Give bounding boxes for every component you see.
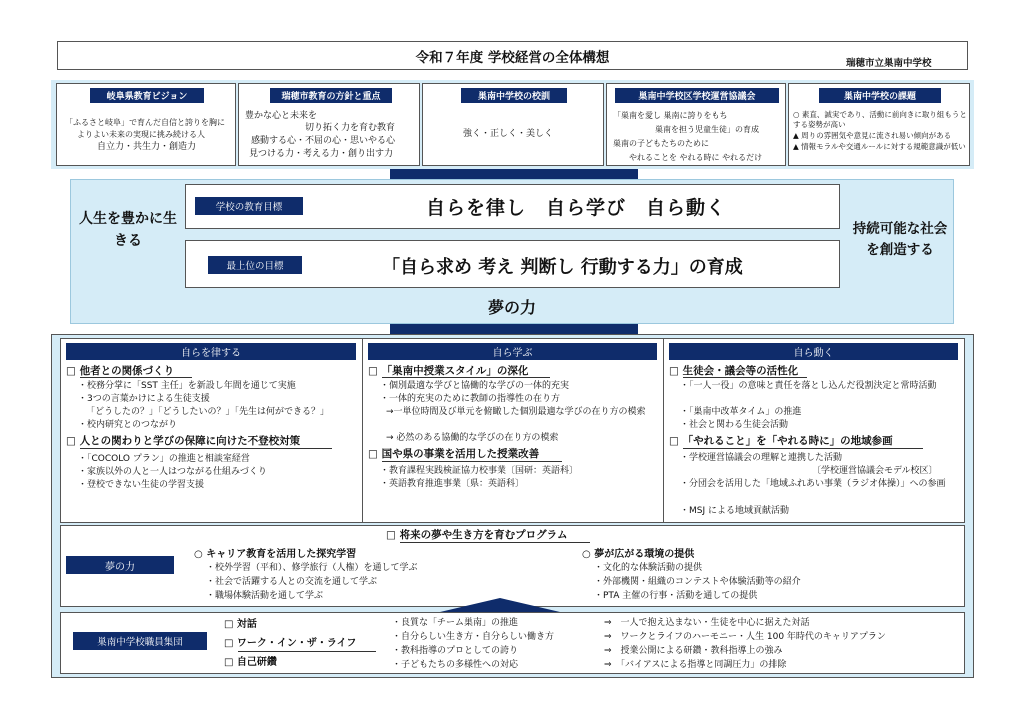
top-box-line: 巣南の子どもたちのために bbox=[613, 139, 709, 148]
top-box-line: 豊かな心と未来を bbox=[245, 111, 318, 121]
top-goal-box bbox=[185, 240, 840, 288]
top-box-line: 「ふるさと岐阜」で育んだ自信と誇りを胸に bbox=[65, 118, 225, 127]
up-arrow-icon bbox=[440, 598, 560, 612]
program-left-title: ○ キャリア教育を活用した探究学習 bbox=[194, 549, 357, 560]
page-title: 令和７年度 学校経営の全体構想 bbox=[415, 49, 610, 66]
top-box-line: ▲ 周りの雰囲気や意見に流され易い傾向がある bbox=[793, 131, 952, 140]
list-item: ・外部機関・組織のコンテストや体験活動等の紹介 bbox=[594, 577, 801, 587]
list-item: ・社会で活躍する人との交流を通して学ぶ bbox=[206, 577, 378, 587]
staff-mid-item: ・良質な「チーム巣南」の推進 bbox=[392, 618, 519, 628]
top-box-vision bbox=[56, 83, 236, 166]
staff-item: □ ワーク・イン・ザ・ライフ bbox=[224, 638, 357, 649]
connector-bar bbox=[390, 324, 638, 334]
top-box-line: 強く・正しく・美しく bbox=[463, 129, 554, 139]
list-item: ・英語教育推進事業〔県：英語科〕 bbox=[380, 479, 525, 489]
heading-underline bbox=[683, 448, 923, 449]
staff-item: □ 対話 bbox=[224, 619, 257, 630]
column-title: 自ら学ぶ bbox=[368, 343, 657, 360]
column-title: 自ら動く bbox=[669, 343, 958, 360]
section-heading: □ 人との関わりと学びの保障に向けた不登校対策 bbox=[66, 435, 301, 447]
top-box-line: 切り拓く力を育む教育 bbox=[305, 123, 396, 133]
staff-item: □ 自己研鑽 bbox=[224, 657, 277, 668]
dream-power: 夢の力 bbox=[487, 297, 536, 317]
section-heading: □ 「やれること」を「やれる時に」の地域参画 bbox=[669, 435, 893, 447]
list-item: ・PTA 主催の行事・活動を通しての提供 bbox=[594, 591, 758, 601]
column-divider bbox=[663, 338, 664, 523]
list-item: ・校外学習（平和）、修学旅行（人権）を通して学ぶ bbox=[206, 563, 418, 573]
staff-right-item: ⇒ 「バイアスによる指導と同調圧力」の排除 bbox=[604, 660, 787, 670]
staff-label: 巣南中学校職員集団 bbox=[73, 632, 207, 650]
section-heading: □ 国や県の事業を活用した授業改善 bbox=[368, 448, 540, 460]
top-box-line: 自立力・共生力・創造力 bbox=[97, 142, 197, 152]
school-name: 瑞穂市立巣南中学校 bbox=[846, 58, 932, 69]
list-item: ・一体的充実のために教師の指導性の在り方 bbox=[380, 394, 561, 404]
top-box-title: 巣南中学校の課題 bbox=[819, 88, 941, 103]
list-item: ・分団会を活用した「地域ふれあい事業（ラジオ体操）」への参画 bbox=[680, 479, 946, 489]
list-item: ・「一人一役」の意味と責任を落とし込んだ役割決定と常時活動 bbox=[680, 381, 937, 391]
list-item: ・職場体験活動を通して学ぶ bbox=[206, 591, 324, 601]
top-box-council bbox=[606, 83, 786, 166]
list-item: ・校内研究とのつながり bbox=[78, 420, 178, 430]
heading-underline bbox=[683, 377, 807, 378]
staff-right-item: ⇒ 授業公開による研鑽・教科指導上の強み bbox=[604, 646, 783, 656]
top-box-line: やれることを やれる時に やれるだけ bbox=[629, 153, 763, 162]
top-box-line: よりよい未来の実現に挑み続ける人 bbox=[77, 130, 205, 139]
top-box-line: 巣南を担う児童生徒」の育成 bbox=[655, 125, 759, 134]
heading-underline bbox=[238, 651, 376, 652]
heading-underline bbox=[382, 461, 562, 462]
connector-bar bbox=[390, 169, 638, 179]
top-box-issues bbox=[788, 83, 970, 166]
top-box-title: 巣南中学校の校訓 bbox=[461, 88, 567, 103]
list-item: 〔学校運営協議会モデル校区〕 bbox=[812, 466, 938, 476]
list-item: → 必然のある協働的な学びの在り方の模索 bbox=[386, 433, 559, 443]
list-item: ・文化的な体験活動の提供 bbox=[594, 563, 703, 573]
staff-right-item: ⇒ ワークとライフのハーモニー・人生 100 年時代のキャリアプラン bbox=[604, 632, 886, 642]
top-goal-label: 最上位の目標 bbox=[208, 256, 302, 274]
list-item: ・「COCOLO プラン」の推進と相談室経営 bbox=[78, 454, 250, 464]
top-box-policy bbox=[238, 83, 420, 166]
top-box-title: 岐阜県教育ビジョン bbox=[90, 88, 204, 103]
column-divider bbox=[362, 338, 363, 523]
program-heading: □ 将来の夢や生き方を育むプログラム bbox=[386, 529, 568, 541]
top-box-line: ▲ 情報モラルや交通ルールに対する規範意識が低い bbox=[793, 142, 966, 151]
list-item: ・社会と関わる生徒会活動 bbox=[680, 420, 789, 430]
list-item: ・教育課程実践検証協力校事業〔国研：英語科〕 bbox=[380, 466, 579, 476]
program-right-title: ○ 夢が広がる環境の提供 bbox=[582, 549, 695, 560]
top-goal-text: 「自ら求め 考え 判断し 行動する力」の育成 bbox=[382, 257, 743, 278]
list-item: ・登校できない生徒の学習支援 bbox=[78, 480, 205, 490]
section-heading: □ 生徒会・議会等の活性化 bbox=[669, 365, 799, 377]
list-item: ・学校運営協議会の理解と連携した活動 bbox=[680, 453, 843, 463]
top-box-line: 「巣南を愛し 巣南に誇りをもち bbox=[613, 111, 728, 120]
heading-underline bbox=[80, 377, 192, 378]
staff-mid-item: ・教科指導のプロとしての誇り bbox=[392, 646, 519, 656]
heading-underline bbox=[80, 448, 332, 449]
staff-mid-item: ・自分らしい生き方・自分らしい働き方 bbox=[392, 632, 555, 642]
list-item: 「どうしたの？」「どうしたいの？」「先生は何ができる？」 bbox=[86, 407, 330, 417]
staff-mid-item: ・子どもたちの多様性への対応 bbox=[392, 660, 519, 670]
program-label: 夢の力 bbox=[66, 556, 174, 574]
top-box-title: 瑞穂市教育の方針と重点 bbox=[270, 88, 392, 103]
staff-right-item: ⇒ 一人で抱え込まない・生徒を中心に据えた対話 bbox=[604, 618, 810, 628]
section-heading: □ 「巣南中授業スタイル」の深化 bbox=[368, 365, 529, 377]
goal-label: 学校の教育目標 bbox=[195, 197, 303, 215]
top-box-line: 見つける力・考える力・創り出す力 bbox=[249, 149, 394, 159]
list-item: ・家族以外の人と一人はつながる仕組みづくり bbox=[78, 467, 267, 477]
list-item: ・「巣南中改革タイム」の推進 bbox=[680, 407, 802, 417]
right-slogan: 持続可能な社会を創造する bbox=[852, 221, 948, 258]
heading-underline bbox=[400, 542, 590, 543]
list-item: ・個別最適な学びと協働的な学びの一体的充実 bbox=[380, 381, 570, 391]
list-item: ・MSJ による地域貢献活動 bbox=[680, 506, 789, 516]
title-box bbox=[57, 41, 968, 70]
top-box-title: 巣南中学校区学校運営協議会 bbox=[615, 88, 779, 103]
list-item: →一単位時間及び単元を俯瞰した個別最適な学びの在り方の模索 bbox=[386, 407, 646, 417]
list-item: ・校務分掌に「SST 主任」を新設し年間を通じて実施 bbox=[78, 381, 296, 391]
top-box-line: 感動する心・不屈の心・思いやる心 bbox=[251, 136, 396, 146]
left-slogan: 人生を豊かに生きる bbox=[79, 211, 177, 249]
top-box-line: ○ 素直、誠実であり、活動に前向きに取り組もうとする姿勢が高い bbox=[793, 110, 967, 129]
list-item: ・3つの言葉かけによる生徒支援 bbox=[78, 394, 210, 404]
goal-text: 自らを律し 自ら学び 自ら動く bbox=[426, 197, 727, 219]
top-box-motto bbox=[422, 83, 604, 166]
column-title: 自らを律する bbox=[66, 343, 356, 360]
heading-underline bbox=[382, 377, 550, 378]
section-heading: □ 他者との関係づくり bbox=[66, 365, 175, 377]
goal-box bbox=[185, 184, 840, 229]
